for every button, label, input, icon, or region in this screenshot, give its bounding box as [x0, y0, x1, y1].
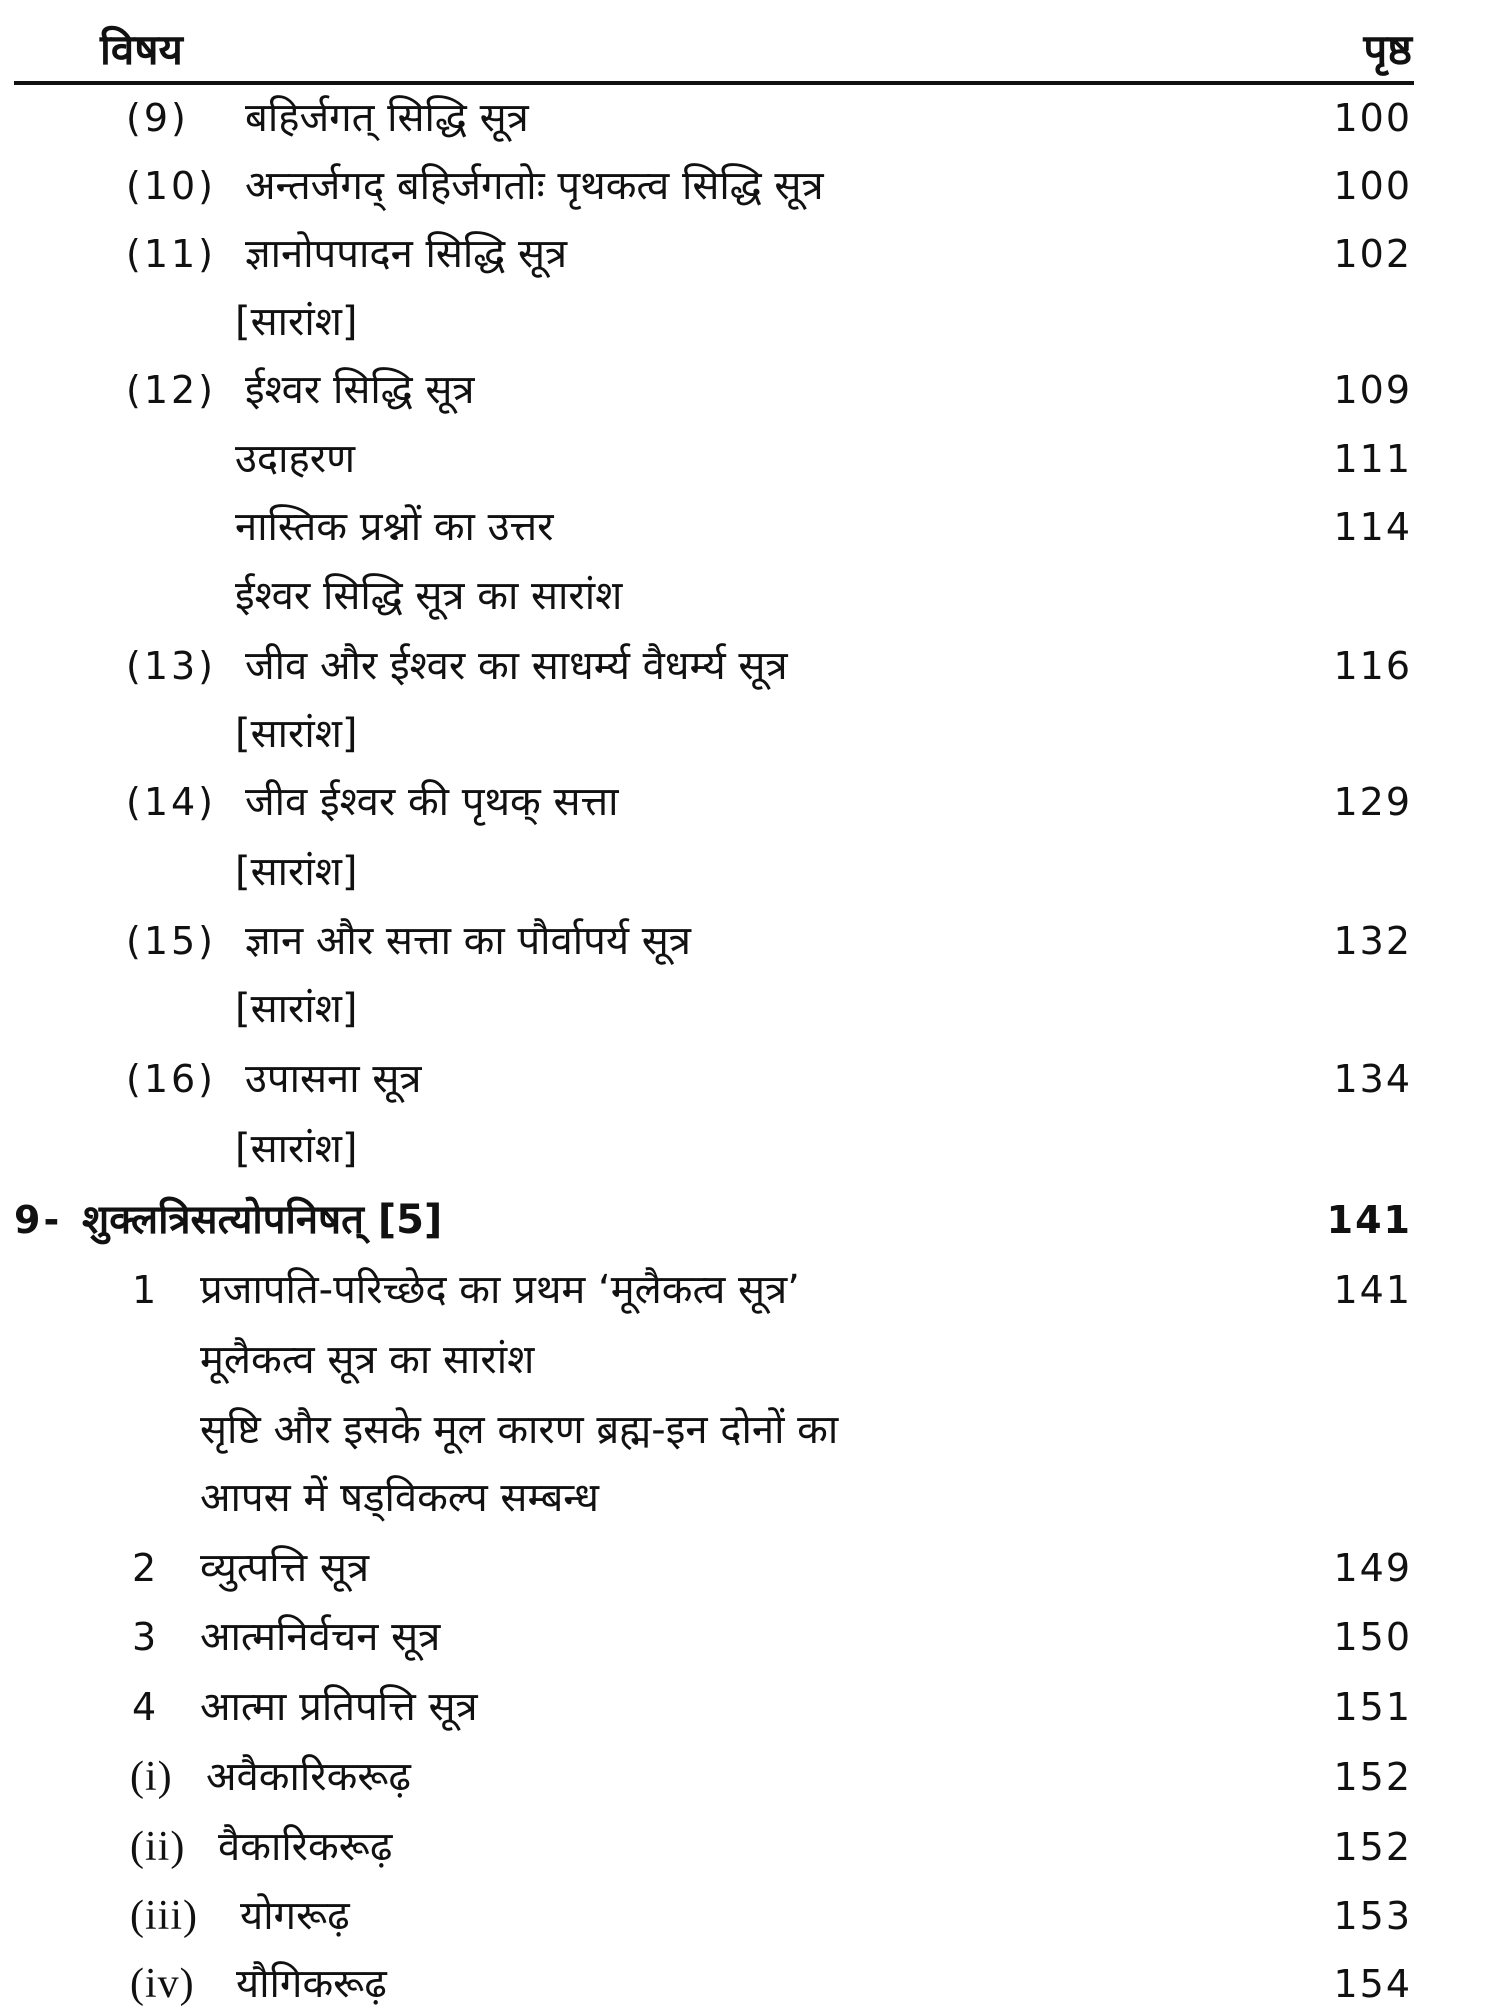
- toc-subentry: [0, 1466, 1500, 1530]
- entry-page: 109: [1333, 368, 1412, 412]
- entry-title: अवैकारिकरूढ़: [206, 1754, 411, 1800]
- chapter-number: 9-: [14, 1198, 63, 1242]
- entry-title: आत्मनिर्वचन सूत्र: [200, 1614, 441, 1660]
- entry-title: उदाहरण: [235, 436, 356, 482]
- entry-title: व्युत्पत्ति सूत्र: [200, 1545, 370, 1591]
- chapter-title: शुक्लत्रिसत्योपनिषत् [5]: [82, 1197, 443, 1243]
- entry-title: ज्ञानोपपादन सिद्धि सूत्र: [245, 231, 568, 277]
- entry-page: 114: [1333, 505, 1412, 549]
- entry-number: (12): [126, 368, 217, 412]
- entry-page: 153: [1333, 1894, 1412, 1938]
- entry-number: (i): [130, 1754, 173, 1800]
- entry-number: 1: [132, 1268, 160, 1312]
- chapter-page: 141: [1326, 1198, 1412, 1242]
- entry-title: वैकारिकरूढ़: [218, 1824, 393, 1870]
- toc-entry-i: [0, 1745, 1500, 1809]
- entry-number: (ii): [130, 1824, 186, 1870]
- entry-title: बहिर्जगत् सिद्धि सूत्र: [245, 95, 529, 141]
- entry-title: योगरूढ़: [240, 1893, 350, 1939]
- entry-page: 150: [1333, 1615, 1412, 1659]
- entry-title: जीव ईश्वर की पृथक् सत्ता: [245, 779, 619, 825]
- toc-entry-1: [0, 1258, 1500, 1322]
- toc-entry-3: [0, 1605, 1500, 1669]
- entry-page: 100: [1333, 96, 1412, 140]
- entry-title: ईश्वर सिद्धि सूत्र: [245, 367, 475, 413]
- toc-subentry: [0, 977, 1500, 1041]
- entry-number: (16): [126, 1057, 217, 1101]
- toc-entry-iii: [0, 1884, 1500, 1948]
- entry-number: 2: [132, 1546, 160, 1590]
- entry-title: जीव और ईश्वर का साधर्म्य वैधर्म्य सूत्र: [245, 643, 788, 689]
- entry-page: 152: [1333, 1755, 1412, 1799]
- toc-entry-15: [0, 909, 1500, 973]
- toc-subentry: [0, 564, 1500, 628]
- entry-number: (9): [126, 96, 189, 140]
- entry-page: 116: [1333, 644, 1412, 688]
- entry-page: 141: [1333, 1268, 1412, 1312]
- entry-title: [सारांश]: [235, 849, 358, 895]
- toc-subentry: [0, 1328, 1500, 1392]
- entry-page: 102: [1333, 232, 1412, 276]
- entry-title: ज्ञान और सत्ता का पौर्वापर्य सूत्र: [245, 918, 691, 964]
- entry-number: 3: [132, 1615, 160, 1659]
- toc-entry-16: [0, 1047, 1500, 1111]
- entry-page: 134: [1333, 1057, 1412, 1101]
- subject-column-heading: विषय: [100, 25, 183, 74]
- entry-title: [सारांश]: [235, 986, 358, 1032]
- entry-title: नास्तिक प्रश्नों का उत्तर: [235, 504, 554, 550]
- toc-entry-10: [0, 154, 1500, 218]
- entry-title: [सारांश]: [235, 1126, 358, 1172]
- entry-page: 151: [1333, 1685, 1412, 1729]
- entry-number: 4: [132, 1685, 160, 1729]
- entry-title: मूलैकत्व सूत्र का सारांश: [200, 1337, 535, 1383]
- entry-title: [सारांश]: [235, 299, 358, 345]
- toc-subentry: [0, 1398, 1500, 1462]
- entry-title: यौगिकरूढ़: [236, 1961, 387, 2007]
- entry-page: 149: [1333, 1546, 1412, 1590]
- entry-number: (iii): [130, 1893, 198, 1939]
- entry-page: 152: [1333, 1825, 1412, 1869]
- entry-title: ईश्वर सिद्धि सूत्र का सारांश: [235, 573, 623, 619]
- toc-entry-ii: [0, 1815, 1500, 1879]
- toc-chapter-9: [0, 1188, 1500, 1252]
- toc-entry-11: [0, 222, 1500, 286]
- entry-number: (10): [126, 164, 217, 208]
- entry-page: 132: [1333, 919, 1412, 963]
- header-rule: [14, 81, 1414, 85]
- toc-header: [0, 0, 1500, 90]
- toc-subentry: [0, 427, 1500, 491]
- entry-title: आत्मा प्रतिपत्ति सूत्र: [200, 1684, 478, 1730]
- entry-number: (13): [126, 644, 217, 688]
- toc-subentry: [0, 840, 1500, 904]
- toc-entry-12: [0, 358, 1500, 422]
- entry-page: 111: [1333, 437, 1412, 481]
- toc-entry-13: [0, 634, 1500, 698]
- entry-title: आपस में षड्विकल्प सम्बन्ध: [200, 1475, 599, 1521]
- page-column-heading: पृष्ठ: [1363, 25, 1412, 74]
- entry-number: (14): [126, 780, 217, 824]
- entry-number: (iv): [130, 1961, 195, 2007]
- toc-entry-14: [0, 770, 1500, 834]
- toc-entry-9: [0, 86, 1500, 150]
- entry-page: 100: [1333, 164, 1412, 208]
- toc-subentry: [0, 290, 1500, 354]
- toc-entry-2: [0, 1536, 1500, 1600]
- toc-subentry: [0, 702, 1500, 766]
- toc-subentry: [0, 495, 1500, 559]
- entry-title: सृष्टि और इसके मूल कारण ब्रह्म-इन दोनों का: [200, 1407, 839, 1453]
- toc-entry-4: [0, 1675, 1500, 1739]
- entry-title: उपासना सूत्र: [245, 1056, 422, 1102]
- entry-page: 154: [1333, 1962, 1412, 2006]
- entry-title: प्रजापति-परिच्छेद का प्रथम ‘मूलैकत्व सूत्र’: [200, 1267, 800, 1313]
- toc-subentry: [0, 1117, 1500, 1181]
- entry-title: अन्तर्जगद् बहिर्जगतोः पृथकत्व सिद्धि सूत्र: [245, 163, 824, 209]
- entry-number: (15): [126, 919, 217, 963]
- entry-number: (11): [126, 232, 217, 276]
- entry-title: [सारांश]: [235, 711, 358, 757]
- entry-page: 129: [1333, 780, 1412, 824]
- toc-entry-iv: [0, 1952, 1500, 2016]
